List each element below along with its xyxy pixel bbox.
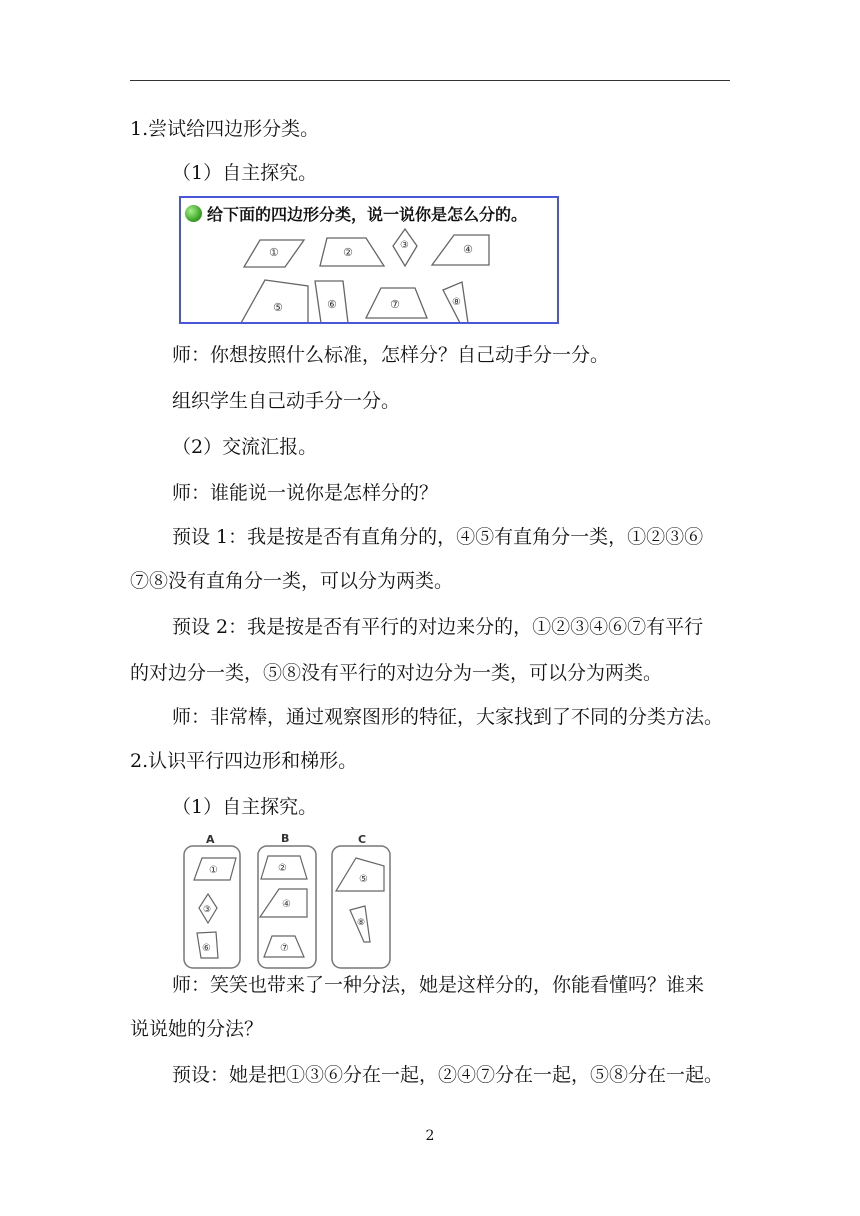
shape-label-5: ⑤ <box>273 301 283 314</box>
preset-2-line-1: 预设 2：我是按是否有平行的对边来分的，①②③④⑥⑦有平行 <box>172 616 704 638</box>
shapes-canvas <box>181 198 557 322</box>
group-a-label-3: ③ <box>203 905 212 915</box>
group-c-label-8: ⑧ <box>357 918 366 928</box>
group-b-label-2: ② <box>278 863 287 874</box>
subheading-explore-2: （1）自主探究。 <box>172 796 318 818</box>
header-rule <box>130 80 730 81</box>
shape-label-7: ⑦ <box>390 298 400 311</box>
section-heading-2: 2.认识平行四边形和梯形。 <box>130 750 358 772</box>
shape-label-2: ② <box>343 246 353 259</box>
group-c-label: C <box>358 833 367 846</box>
teacher-line-1: 师：你想按照什么标准，怎样分？自己动手分一分。 <box>172 344 610 366</box>
preset-3: 预设：她是把①③⑥分在一起，②④⑦分在一起，⑤⑧分在一起。 <box>172 1064 724 1086</box>
shape-label-8: ⑧ <box>452 297 461 308</box>
shape-label-6: ⑥ <box>327 298 337 311</box>
shape-label-4: ④ <box>463 243 473 256</box>
teacher-line-3: 师：非常棒，通过观察图形的特征，大家找到了不同的分类方法。 <box>172 706 724 728</box>
shape-label-3: ③ <box>400 240 409 251</box>
teacher-line-4: 师：笑笑也带来了一种分法，她是这样分的，你能看懂吗？谁来 <box>172 974 705 996</box>
teacher-line-4-cont: 说说她的分法？ <box>130 1018 264 1040</box>
group-a-label: A <box>206 833 215 846</box>
subheading-explore: （1）自主探究。 <box>172 162 318 184</box>
shape-4 <box>432 235 489 265</box>
group-b-label: B <box>281 832 290 845</box>
shape-label-1: ① <box>269 246 279 259</box>
group-b-label-7: ⑦ <box>280 943 289 954</box>
section-heading-1: 1.尝试给四边形分类。 <box>130 118 320 140</box>
subheading-report: （2）交流汇报。 <box>172 436 318 458</box>
quadrilateral-figure <box>179 196 559 324</box>
grouping-figure <box>178 830 403 972</box>
preset-1-line-2: ⑦⑧没有直角分一类，可以分为两类。 <box>130 570 454 592</box>
group-a-label-6: ⑥ <box>202 943 211 954</box>
text-organize: 组织学生自己动手分一分。 <box>172 390 401 412</box>
preset-2-line-2: 的对边分一类，⑤⑧没有平行的对边分为一类，可以分为两类。 <box>130 662 663 684</box>
figure-title: 给下面的四边形分类，说一说你是怎么分的。 <box>207 205 528 224</box>
group-c-label-5: ⑤ <box>359 874 368 885</box>
preset-1-line-1: 预设 1：我是按是否有直角分的，④⑤有直角分一类，①②③⑥ <box>172 526 704 548</box>
group-a-label-1: ① <box>209 865 218 876</box>
teacher-line-2: 师：谁能说一说你是怎样分的？ <box>172 482 439 504</box>
group-b-label-4: ④ <box>282 899 291 910</box>
page-number: 2 <box>425 1128 435 1144</box>
